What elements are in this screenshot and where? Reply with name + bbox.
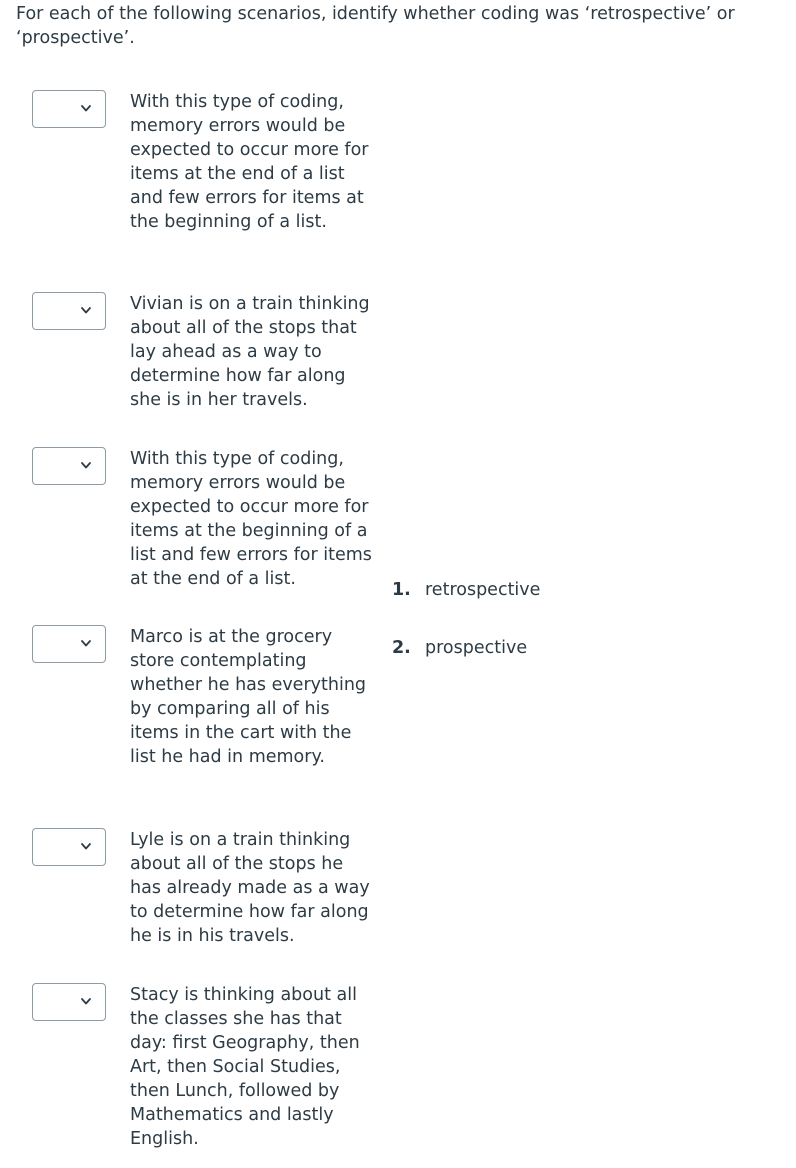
scenario-text: Lyle is on a train thinking about all of the stops he has already made as a way to determine how far along he is in his travels. <box>130 830 370 946</box>
instruction-text: For each of the following scenarios, identify whether coding was ‘retrospective’ or ‘prospective’. <box>16 4 735 48</box>
answer-dropdown[interactable] <box>32 625 106 663</box>
answer-option <box>392 578 540 602</box>
chevron-down-icon <box>81 640 91 647</box>
answer-dropdown[interactable] <box>32 292 106 330</box>
scenario-text: With this type of coding, memory errors would be expected to occur more for items at the end of a list and few errors for items at the beginning of a list. <box>130 92 369 232</box>
answer-dropdown[interactable] <box>32 447 106 485</box>
chevron-down-icon <box>81 998 91 1005</box>
chevron-down-icon <box>81 105 91 112</box>
scenario-text: Stacy is thinking about all the classes she has that day: first Geography, then Art, then Social Studies, then Lunch, followed by Mathematics and lastly English. <box>130 985 360 1149</box>
answer-dropdown[interactable] <box>32 828 106 866</box>
chevron-down-icon <box>81 843 91 850</box>
scenario-text: Vivian is on a train thinking about all of the stops that lay ahead as a way to determine how far along she is in her travels. <box>130 294 370 410</box>
chevron-down-icon <box>81 307 91 314</box>
answer-dropdown[interactable] <box>32 90 106 128</box>
answer-dropdown[interactable] <box>32 983 106 1021</box>
answer-option <box>392 636 527 660</box>
scenario-text: With this type of coding, memory errors would be expected to occur more for items at the beginning of a list and few errors for items at the end of a list. <box>130 449 372 589</box>
answer-option-label: prospective <box>425 638 528 658</box>
answer-option-number: 1. <box>392 580 411 600</box>
chevron-down-icon <box>81 462 91 469</box>
scenario-text: Marco is at the grocery store contemplating whether he has everything by comparing all of his items in the cart with the list he had in memory. <box>130 627 367 767</box>
answer-option-number: 2. <box>392 638 411 658</box>
answer-option-label: retrospective <box>425 580 541 600</box>
